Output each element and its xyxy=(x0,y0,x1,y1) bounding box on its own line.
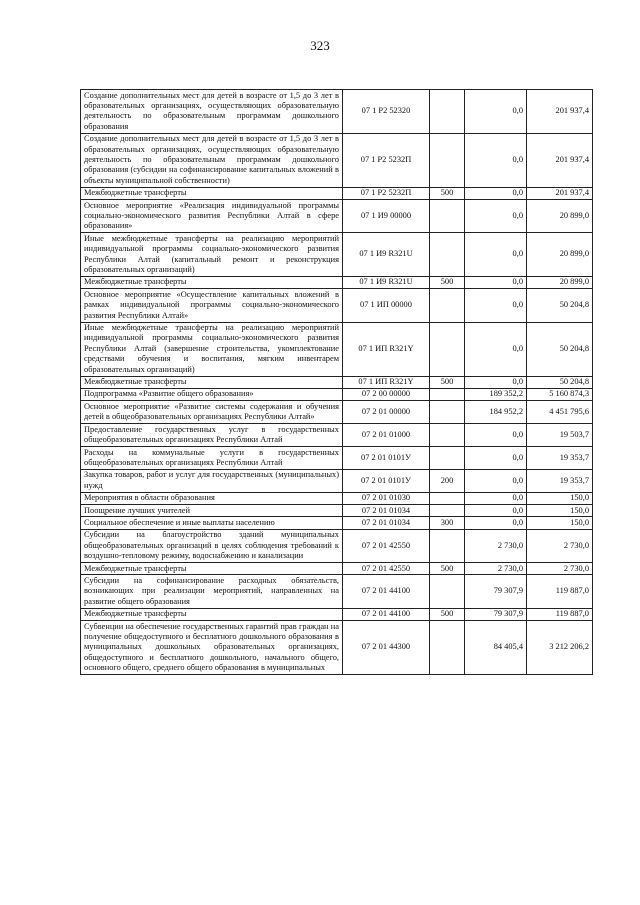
amount-second-cell: 20 899,0 xyxy=(527,276,593,288)
expense-name-cell: Иные межбюджетные трансферты на реализацию мероприятий индивидуальной программы социально-экономического развития Республики Алтай (завершение строительства, укомплектование средствами обучения и воспитания, мягким инвентарем образовательных организаций) xyxy=(81,322,343,376)
expense-name-cell: Иные межбюджетные трансферты на реализацию мероприятий индивидуальной программы социально-экономического развития Республики Алтай (капитальный ремонт и реконструкция образовательных организаций) xyxy=(81,233,343,277)
table-row xyxy=(81,469,593,492)
expense-type-cell xyxy=(430,289,465,322)
table-row xyxy=(81,621,593,675)
budget-table xyxy=(80,89,593,675)
expense-name-cell: Межбюджетные трансферты xyxy=(81,276,343,288)
expense-type-cell xyxy=(430,322,465,376)
table-row xyxy=(81,90,593,134)
amount-first-cell: 189 352,2 xyxy=(465,388,527,400)
amount-first-cell: 0,0 xyxy=(465,200,527,233)
amount-second-cell: 19 353,7 xyxy=(527,469,593,492)
amount-second-cell: 20 899,0 xyxy=(527,233,593,277)
amount-first-cell: 0,0 xyxy=(465,517,527,529)
target-code-cell: 07 2 01 42550 xyxy=(343,529,430,562)
amount-second-cell: 19 353,7 xyxy=(527,447,593,470)
amount-first-cell: 0,0 xyxy=(465,289,527,322)
table-row xyxy=(81,289,593,322)
table-row xyxy=(81,322,593,376)
amount-first-cell: 0,0 xyxy=(465,469,527,492)
amount-second-cell: 3 212 206,2 xyxy=(527,621,593,675)
amount-first-cell: 2 730,0 xyxy=(465,529,527,562)
expense-type-cell xyxy=(430,424,465,447)
table-row xyxy=(81,575,593,608)
amount-first-cell: 79 307,9 xyxy=(465,575,527,608)
table-row xyxy=(81,563,593,575)
expense-type-cell xyxy=(430,621,465,675)
amount-first-cell: 0,0 xyxy=(465,187,527,199)
amount-first-cell: 79 307,9 xyxy=(465,608,527,620)
table-row xyxy=(81,517,593,529)
target-code-cell: 07 2 01 01034 xyxy=(343,517,430,529)
expense-type-cell: 200 xyxy=(430,469,465,492)
amount-first-cell: 0,0 xyxy=(465,233,527,277)
target-code-cell: 07 2 00 00000 xyxy=(343,388,430,400)
amount-first-cell: 0,0 xyxy=(465,133,527,187)
table-row xyxy=(81,187,593,199)
table-row xyxy=(81,276,593,288)
table-row xyxy=(81,200,593,233)
table-row xyxy=(81,529,593,562)
target-code-cell: 07 1 И9 R321U xyxy=(343,276,430,288)
target-code-cell: 07 1 ИП 00000 xyxy=(343,289,430,322)
expense-type-cell: 500 xyxy=(430,276,465,288)
expense-name-cell: Социальное обеспечение и иные выплаты населению xyxy=(81,517,343,529)
expense-type-cell: 500 xyxy=(430,563,465,575)
target-code-cell: 07 2 01 01000 xyxy=(343,424,430,447)
expense-name-cell: Закупка товаров, работ и услуг для государственных (муниципальных) нужд xyxy=(81,469,343,492)
amount-first-cell: 84 405,4 xyxy=(465,621,527,675)
target-code-cell: 07 1 И9 00000 xyxy=(343,200,430,233)
expense-name-cell: Основное мероприятие «Реализация индивидуальной программы социально-экономического развития Республики Алтай в сфере образования» xyxy=(81,200,343,233)
expense-name-cell: Межбюджетные трансферты xyxy=(81,187,343,199)
target-code-cell: 07 2 01 01034 xyxy=(343,505,430,517)
table-row xyxy=(81,447,593,470)
table-row xyxy=(81,492,593,504)
amount-first-cell: 0,0 xyxy=(465,276,527,288)
amount-second-cell: 4 451 795,6 xyxy=(527,401,593,424)
table-row xyxy=(81,233,593,277)
amount-second-cell: 150,0 xyxy=(527,517,593,529)
expense-name-cell: Основное мероприятие «Развитие системы содержания и обучения детей в общеобразовательных организациях Республики Алтай» xyxy=(81,401,343,424)
target-code-cell: 07 1 ИП R321Y xyxy=(343,322,430,376)
target-code-cell: 07 2 01 44300 xyxy=(343,621,430,675)
amount-second-cell: 150,0 xyxy=(527,505,593,517)
table-row xyxy=(81,133,593,187)
amount-first-cell: 0,0 xyxy=(465,424,527,447)
amount-second-cell: 119 887,0 xyxy=(527,608,593,620)
expense-name-cell: Расходы на коммунальные услуги в государственных общеобразовательных организациях Республики Алтай xyxy=(81,447,343,470)
target-code-cell: 07 2 01 01030 xyxy=(343,492,430,504)
expense-name-cell: Предоставление государственных услуг в государственных общеобразовательных организациях Республики Алтай xyxy=(81,424,343,447)
expense-type-cell: 500 xyxy=(430,187,465,199)
table-row xyxy=(81,388,593,400)
expense-name-cell: Мероприятия в области образования xyxy=(81,492,343,504)
page-number: 323 xyxy=(310,38,330,53)
amount-second-cell: 5 160 874,3 xyxy=(527,388,593,400)
expense-name-cell: Межбюджетные трансферты xyxy=(81,376,343,388)
target-code-cell: 07 1 P2 52320 xyxy=(343,90,430,134)
amount-second-cell: 2 730,0 xyxy=(527,529,593,562)
table-row xyxy=(81,424,593,447)
budget-table-body xyxy=(81,90,593,675)
table-row xyxy=(81,505,593,517)
target-code-cell: 07 1 ИП R321Y xyxy=(343,376,430,388)
table-row xyxy=(81,376,593,388)
amount-first-cell: 0,0 xyxy=(465,447,527,470)
expense-type-cell xyxy=(430,233,465,277)
expense-name-cell: Межбюджетные трансферты xyxy=(81,563,343,575)
target-code-cell: 07 2 01 42550 xyxy=(343,563,430,575)
target-code-cell: 07 2 01 44100 xyxy=(343,575,430,608)
expense-name-cell: Создание дополнительных мест для детей в возрасте от 1,5 до 3 лет в образовательных организациях, осуществляющих образовательную деятельность по образовательным программам дошкольного образования (субсидии на софинансирование капитальных вложений в объекты муниципальной собственности) xyxy=(81,133,343,187)
amount-second-cell: 2 730,0 xyxy=(527,563,593,575)
amount-second-cell: 19 503,7 xyxy=(527,424,593,447)
expense-type-cell: 500 xyxy=(430,608,465,620)
expense-type-cell xyxy=(430,388,465,400)
amount-first-cell: 0,0 xyxy=(465,376,527,388)
expense-type-cell xyxy=(430,133,465,187)
expense-type-cell xyxy=(430,401,465,424)
target-code-cell: 07 2 01 0101У xyxy=(343,469,430,492)
amount-second-cell: 50 204,8 xyxy=(527,376,593,388)
table-row xyxy=(81,401,593,424)
target-code-cell: 07 1 P2 5232П xyxy=(343,187,430,199)
expense-type-cell xyxy=(430,90,465,134)
amount-first-cell: 0,0 xyxy=(465,90,527,134)
expense-name-cell: Поощрение лучших учителей xyxy=(81,505,343,517)
target-code-cell: 07 2 01 0101У xyxy=(343,447,430,470)
target-code-cell: 07 1 P2 5232П xyxy=(343,133,430,187)
expense-name-cell: Межбюджетные трансферты xyxy=(81,608,343,620)
amount-first-cell: 184 952,2 xyxy=(465,401,527,424)
amount-second-cell: 20 899,0 xyxy=(527,200,593,233)
amount-second-cell: 201 937,4 xyxy=(527,187,593,199)
expense-type-cell xyxy=(430,200,465,233)
amount-second-cell: 150,0 xyxy=(527,492,593,504)
expense-type-cell xyxy=(430,529,465,562)
expense-type-cell xyxy=(430,447,465,470)
expense-name-cell: Основное мероприятие «Осуществление капитальных вложений в рамках индивидуальной программы социально-экономического развития Республики Алтай» xyxy=(81,289,343,322)
expense-name-cell: Создание дополнительных мест для детей в возрасте от 1,5 до 3 лет в образовательных организациях, осуществляющих образовательную деятельность по образовательным программам дошкольного образования xyxy=(81,90,343,134)
expense-name-cell: Подпрограмма «Развитие общего образования» xyxy=(81,388,343,400)
expense-name-cell: Субвенции на обеспечение государственных гарантий прав граждан на получение общедоступного и бесплатного дошкольного образования в муниципальных дошкольных образовательных организациях, общедоступного и бесплатного дошкольного, начального общего, основного общего, среднего общего образования в муниципальных xyxy=(81,621,343,675)
amount-second-cell: 119 887,0 xyxy=(527,575,593,608)
amount-first-cell: 0,0 xyxy=(465,492,527,504)
table-row xyxy=(81,608,593,620)
target-code-cell: 07 2 01 00000 xyxy=(343,401,430,424)
amount-second-cell: 50 204,8 xyxy=(527,289,593,322)
amount-first-cell: 2 730,0 xyxy=(465,563,527,575)
expense-type-cell xyxy=(430,575,465,608)
amount-second-cell: 50 204,8 xyxy=(527,322,593,376)
expense-type-cell xyxy=(430,505,465,517)
amount-second-cell: 201 937,4 xyxy=(527,90,593,134)
expense-name-cell: Субсидии на благоустройство зданий муниципальных общеобразовательных организаций в целях соблюдения требований к воздушно-тепловому режиму, водоснабжению и канализации xyxy=(81,529,343,562)
expense-type-cell: 300 xyxy=(430,517,465,529)
expense-name-cell: Субсидии на софинансирование расходных обязательств, возникающих при реализации мероприятий, направленных на развитие общего образования xyxy=(81,575,343,608)
target-code-cell: 07 1 И9 R321U xyxy=(343,233,430,277)
amount-first-cell: 0,0 xyxy=(465,322,527,376)
expense-type-cell: 500 xyxy=(430,376,465,388)
target-code-cell: 07 2 01 44100 xyxy=(343,608,430,620)
expense-type-cell xyxy=(430,492,465,504)
amount-second-cell: 201 937,4 xyxy=(527,133,593,187)
amount-first-cell: 0,0 xyxy=(465,505,527,517)
